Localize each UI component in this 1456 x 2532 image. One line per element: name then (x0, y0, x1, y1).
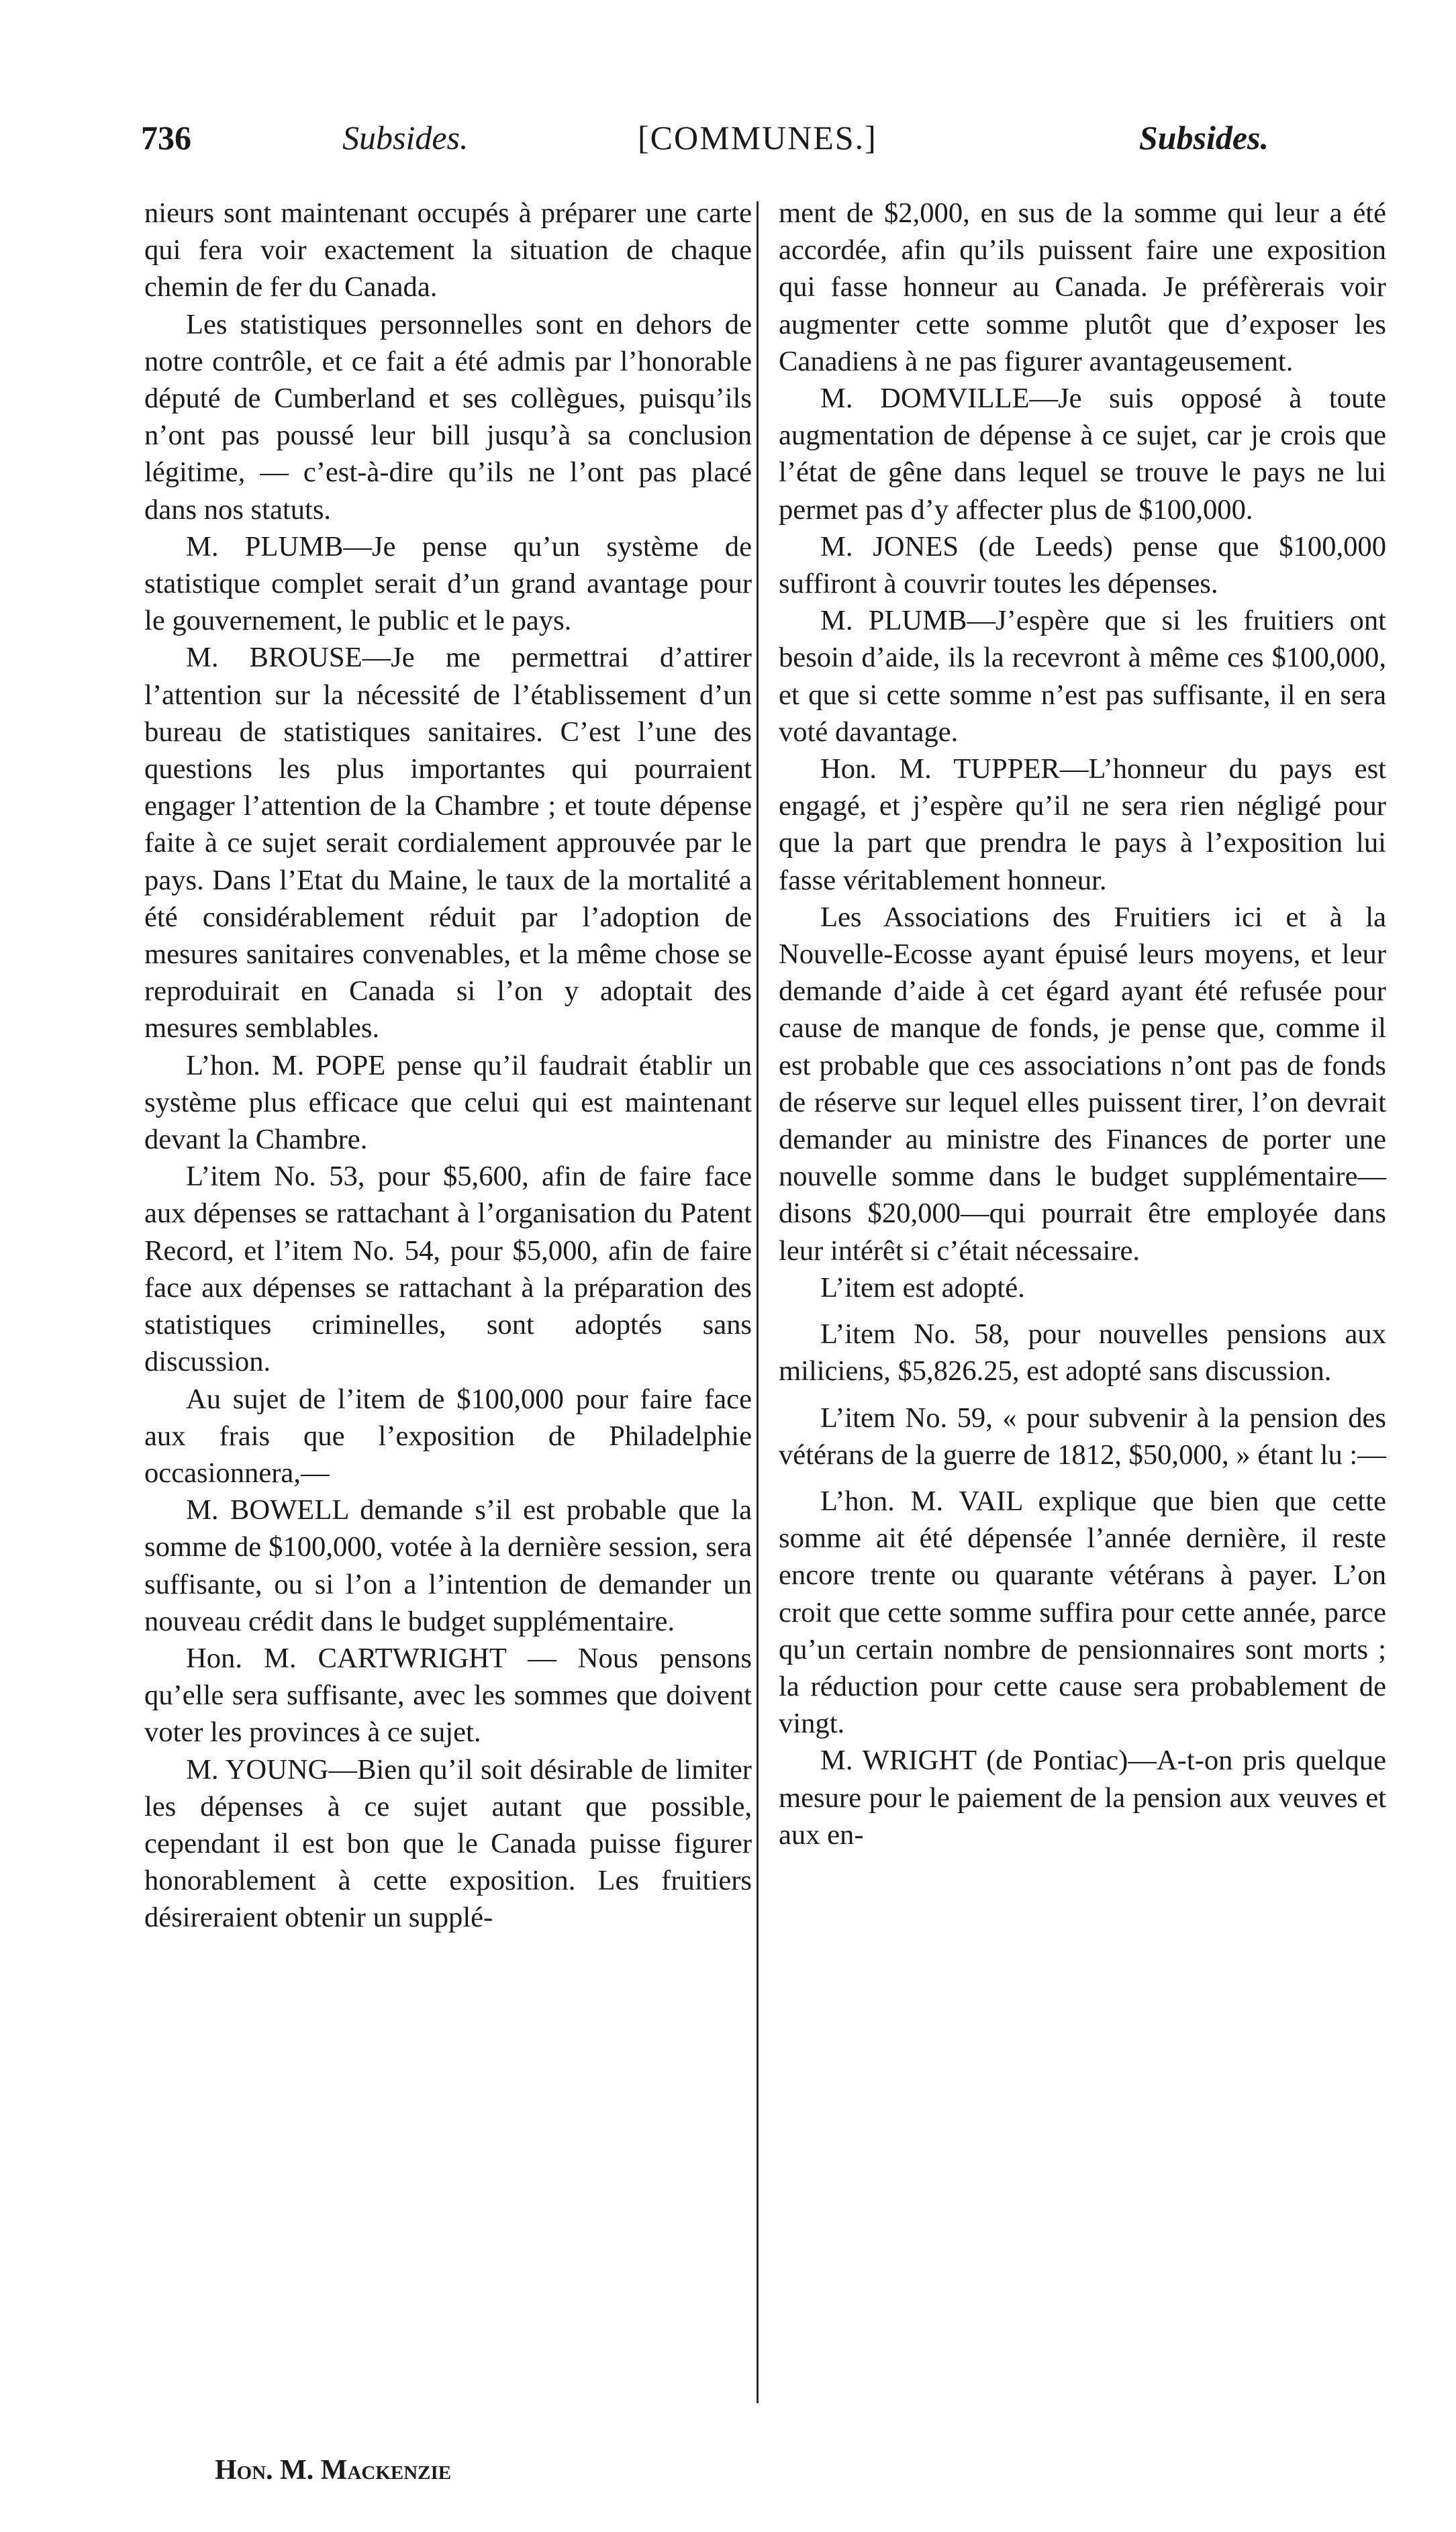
paragraph: Hon. M. CARTWRIGHT — Nous pensons qu’elle sera suffisante, avec les sommes que doivent voter les provinces à ce sujet. (144, 1642, 752, 1749)
column-divider (757, 201, 759, 2403)
right-column (779, 195, 1386, 1853)
paragraph: Les Associations des Fruitiers ici et à la Nouvelle-Ecosse ayant épuisé leurs moyens, et leur demande d’aide à cet égard ayant été refusée pour cause de manque de fonds, je pense que, comme il est probable que ces associations n’ont pas de fonds de réserve sur lequel elles puissent tirer, l’on devrait demander au ministre des Finances de porter une nouvelle somme dans le budget supplémentaire—disons $20,000—qui pourrait être employée dans leur intérêt si c’était nécessaire. (779, 901, 1386, 1267)
paragraph: M. YOUNG—Bien qu’il soit désirable de limiter les dépenses à ce sujet autant que possible, cependant il est bon que le Canada puisse figurer honorablement à cette exposition. Les fruitiers désireraient obtenir un supplé- (144, 1753, 752, 1934)
paragraph: M. PLUMB—Je pense qu’un système de statistique complet serait d’un grand avantage pour le gouvernement, le public et le pays. (144, 530, 752, 637)
paragraph: M. BROUSE—Je me permettrai d’attirer l’attention sur la nécessité de l’établissement d’un bureau de statistiques sanitaires. C’est l’une des questions les plus importantes qui pourraient engager l’attention de la Chambre ; et toute dépense faite à ce sujet serait cordialement approuvée par le pays. Dans l’Etat du Maine, le taux de la mortalité a été considérablement réduit par l’adoption de mesures sanitaires convenables, et la même chose se reproduirait en Canada si l’on y adoptait des mesures semblables. (144, 642, 752, 1044)
paragraph: M. PLUMB—J’espère que si les fruitiers ont besoin d’aide, ils la recevront à même ces $100,000, et que si cette somme n’est pas suffisante, il en sera voté davantage. (779, 605, 1386, 748)
paragraph: L’item est adopté. (820, 1271, 1025, 1304)
paragraph: Les statistiques personnelles sont en dehors de notre contrôle, et ce fait a été admis par l’honorable député de Cumberland et ses collègues, puisqu’ils n’ont pas poussé leur bill jusqu’à sa conclusion légitime, — c’est-à-dire qu’ils ne l’ont pas placé dans nos statuts. (144, 308, 752, 526)
running-head-center: [COMMUNES.] (638, 119, 877, 156)
page-header (141, 114, 1269, 175)
paragraph: L’hon. M. POPE pense qu’il faudrait établir un système plus efficace que celui qui est maintenant devant la Chambre. (144, 1049, 752, 1156)
paragraph: L’item No. 59, « pour subvenir à la pension des vétérans de la guerre de 1812, $50,000, » étant lu :— (779, 1402, 1386, 1471)
paragraph: M. DOMVILLE—Je suis opposé à toute augmentation de dépense à ce sujet, car je crois que l’état de gêne dans lequel se trouve le pays ne lui permet pas d’y affecter plus de $100,000. (779, 383, 1386, 526)
paragraph: nieurs sont maintenant occupés à préparer une carte qui fera voir exactement la situation de chaque chemin de fer du Canada. (144, 197, 752, 303)
paragraph: M. JONES (de Leeds) pense que $100,000 suffiront à couvrir toutes les dépenses. (779, 530, 1386, 600)
paragraph: M. BOWELL demande s’il est probable que la somme de $100,000, votée à la dernière session, sera suffisante, ou si l’on a l’intention de demander un nouveau crédit dans le budget supplémentaire. (144, 1494, 752, 1637)
paragraph: M. WRIGHT (de Pontiac)—A-t-on pris quelque mesure pour le paiement de la pension aux veuves et aux en- (779, 1745, 1386, 1851)
page-number: 736 (141, 119, 191, 156)
paragraph: ment de $2,000, en sus de la somme qui leur a été accordée, afin qu’ils puissent faire une exposition qui fasse honneur au Canada. Je préfèrerais voir augmenter cette somme plutôt que d’exposer les Canadiens à ne pas figurer avantageusement. (779, 197, 1386, 377)
paragraph: Au sujet de l’item de $100,000 pour faire face aux frais que l’exposition de Philadelphie occasionnera,— (144, 1383, 752, 1489)
running-head-right: Subsides. (1138, 119, 1269, 156)
left-column (144, 195, 752, 1937)
paragraph: L’item No. 53, pour $5,600, afin de faire face aux dépenses se rattachant à l’organisation du Patent Record, et l’item No. 54, pour $5,000, afin de faire face aux dépenses se rattachant à la préparation des statistiques criminelles, sont adoptés sans discussion. (144, 1161, 752, 1378)
paragraph: L’hon. M. VAIL explique que bien que cette somme ait été dépensée l’année dernière, il reste encore trente ou quarante vétérans à payer. L’on croit que cette somme suffira pour cette année, parce qu’un certain nombre de pensionnaires sont morts ; la réduction pour cette cause sera probablement de vingt. (779, 1485, 1386, 1740)
catchword: Hon. M. Mackenzie (215, 2455, 452, 2486)
paragraph: Hon. M. TUPPER—L’honneur du pays est engagé, et j’espère qu’il ne sera rien négligé pour que la part que prendra le pays à l’exposition lui fasse véritablement honneur. (779, 753, 1386, 896)
running-head-left: Subsides. (342, 119, 469, 156)
paragraph: L’item No. 58, pour nouvelles pensions aux miliciens, $5,826.25, est adopté sans discussion. (779, 1318, 1386, 1387)
